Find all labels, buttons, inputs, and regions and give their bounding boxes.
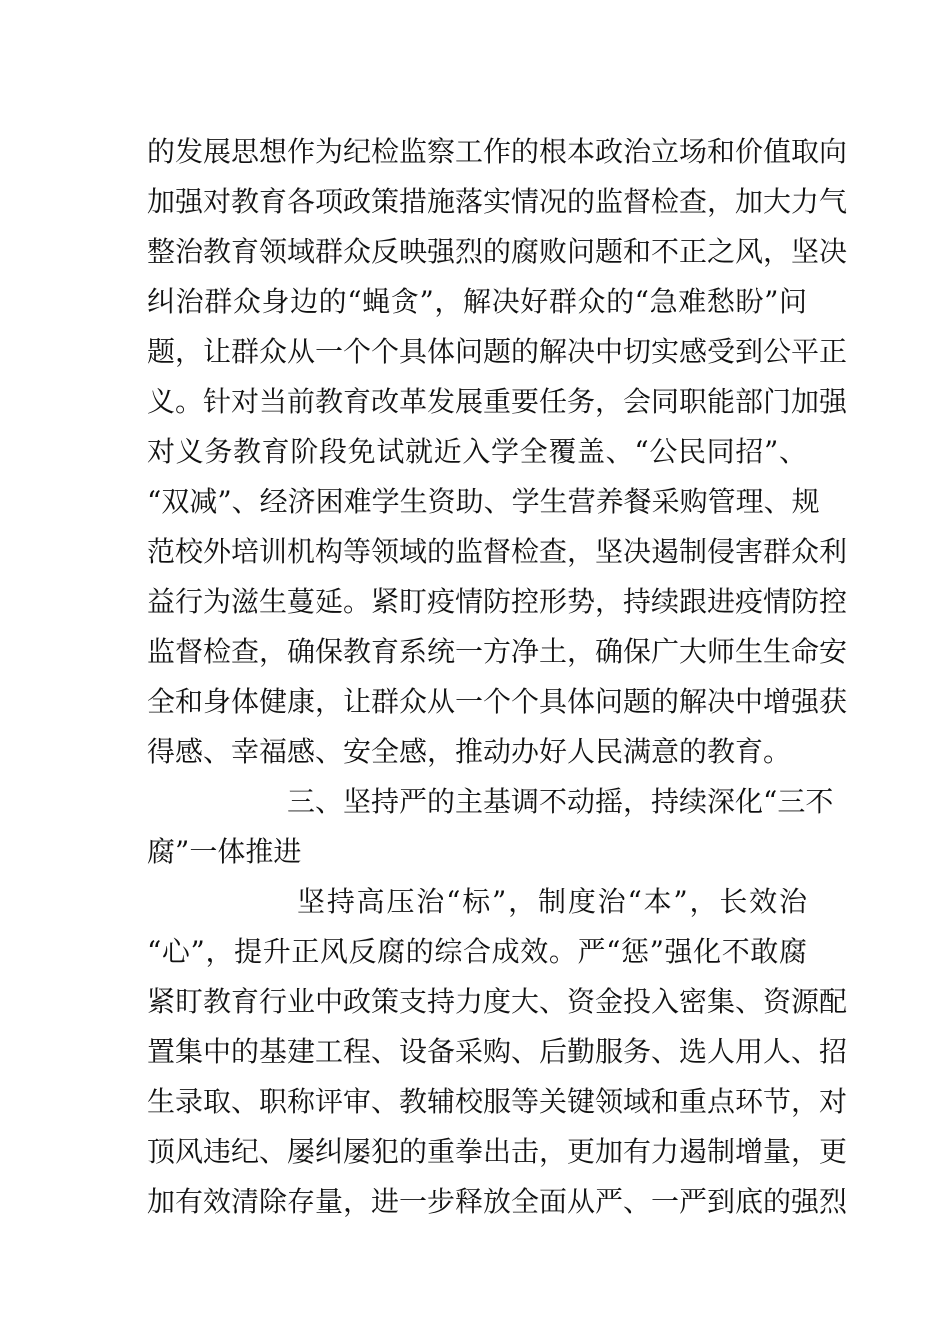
paragraph-line: 监督检查，确保教育系统一方净土，确保广大师生生命安: [147, 635, 848, 668]
paragraph-line: 益行为滋生蔓延。紧盯疫情防控形势，持续跟进疫情防控: [147, 585, 848, 618]
paragraph-line: 的发展思想作为纪检监察工作的根本政治立场和价值取向: [147, 135, 848, 168]
paragraph-line: 顶风违纪、屡纠屡犯的重拳出击，更加有力遏制增量，更: [147, 1135, 848, 1168]
paragraph-line: 坚持高压治“标”，制度治“本”，长效治: [297, 885, 807, 918]
paragraph-line: 生录取、职称评审、教辅校服等关键领域和重点环节，对: [147, 1085, 848, 1118]
paragraph-line: 整治教育领域群众反映强烈的腐败问题和不正之风，坚决: [147, 235, 848, 268]
paragraph-line: 加强对教育各项政策措施落实情况的监督检查，加大力气: [147, 185, 848, 218]
paragraph-line: 义。针对当前教育改革发展重要任务，会同职能部门加强: [147, 385, 848, 418]
paragraph-line: 加有效清除存量，进一步释放全面从严、一严到底的强烈: [147, 1185, 848, 1218]
paragraph-line: 题，让群众从一个个具体问题的解决中切实感受到公平正: [147, 335, 848, 368]
section-heading-continuation: 腐”一体推进: [147, 835, 302, 868]
paragraph-line: “双减”、经济困难学生资助、学生营养餐采购管理、规: [147, 485, 820, 518]
section-heading: 三、坚持严的主基调不动摇，持续深化“三不: [287, 785, 834, 818]
paragraph-line: 置集中的基建工程、设备采购、后勤服务、选人用人、招: [147, 1035, 848, 1068]
paragraph-line: 范校外培训机构等领域的监督检查，坚决遏制侵害群众利: [147, 535, 848, 568]
paragraph-line: 全和身体健康，让群众从一个个具体问题的解决中增强获: [147, 685, 848, 718]
paragraph-line: 纠治群众身边的“蝇贪”，解决好群众的“急难愁盼”问: [147, 285, 807, 318]
paragraph-line: 得感、幸福感、安全感，推动办好人民满意的教育。: [147, 735, 792, 768]
paragraph-line: “心”，提升正风反腐的综合成效。严“惩”强化不敢腐: [147, 935, 807, 968]
paragraph-line: 紧盯教育行业中政策支持力度大、资金投入密集、资源配: [147, 985, 848, 1018]
paragraph-line: 对义务教育阶段免试就近入学全覆盖、“公民同招”、: [147, 435, 807, 468]
